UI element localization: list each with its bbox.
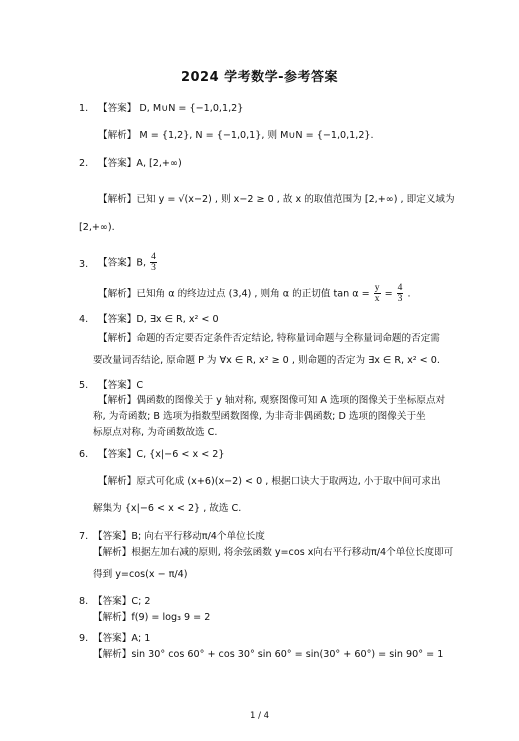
item-5-number: 5. — [79, 380, 89, 391]
item-2-number: 2. — [79, 158, 89, 169]
item-7-answer: 【答案】B; 向右平行移动π/4个单位长度 — [93, 531, 265, 542]
item-2-analysis-line1: 【解析】已知 y = √(x−2) , 则 x−2 ≥ 0 , 故 x 的取值范围为 [2,+∞) , 即定义域为 — [98, 194, 455, 205]
item-5-analysis-line3: 标原点对称, 为奇函数故选 C. — [93, 427, 218, 438]
item-3-value-fraction: $\frac{4}{3}$ — [397, 283, 403, 304]
item-1-number: 1. — [79, 103, 89, 114]
item-2-answer: 【答案】A, [2,+∞) — [98, 158, 182, 169]
item-3-number: 3. — [79, 259, 89, 270]
item-3-analysis: 【解析】已知角 α 的终边过点 (3,4) , 则角 α 的正切值 tan α = $\frac{y}{x}$ = $\frac{4}{3}$ . — [98, 283, 411, 304]
item-8-number: 8. — [79, 596, 89, 607]
item-9-analysis: 【解析】sin 30° cos 60° + cos 30° sin 60° = sin(30° + 60°) = sin 90° = 1 — [93, 649, 444, 660]
page-title: 2024 学考数学-参考答案 — [180, 70, 339, 85]
item-8-analysis: 【解析】f(9) = log₃ 9 = 2 — [93, 612, 211, 623]
item-9-number: 9. — [79, 633, 89, 644]
item-5-analysis-line1: 【解析】偶函数的图像关于 y 轴对称, 观察图像可知 A 选项的图像关于坐标原点对 — [98, 395, 446, 406]
item-3-tan-fraction: $\frac{y}{x}$ — [374, 283, 380, 304]
item-7-analysis-line1: 【解析】根据左加右减的原则, 将余弦函数 y=cos x向右平行移动π/4个单位长度即可 — [93, 547, 454, 558]
item-4-answer: 【答案】D, ∃x ∈ R, x² < 0 — [98, 314, 219, 325]
item-5-answer: 【答案】C — [98, 380, 144, 391]
item-6-answer: 【答案】C, {x|−6 < x < 2} — [98, 449, 225, 460]
item-3-answer: 【答案】B, $\frac{4}{3}$ — [98, 252, 156, 273]
item-7-number: 7. — [79, 531, 89, 542]
item-8-answer: 【答案】C; 2 — [93, 596, 151, 607]
page-number: 1 / 4 — [249, 711, 270, 721]
item-3-answer-fraction: $\frac{4}{3}$ — [151, 252, 156, 273]
item-1-analysis: 【解析】 M = {1,2}, N = {−1,0,1}, 则 M∪N = {−1,0,1,2}. — [98, 130, 374, 141]
item-6-number: 6. — [79, 449, 89, 460]
item-2-analysis-line2: [2,+∞). — [79, 222, 115, 233]
item-6-analysis-line1: 【解析】原式可化成 (x+6)(x−2) < 0 , 根据口诀大于取两边, 小于取中间可求出 — [98, 476, 441, 487]
item-7-analysis-line2: 得到 y=cos(x − π/4) — [93, 569, 188, 580]
item-6-analysis-line2: 解集为 {x|−6 < x < 2} , 故选 C. — [93, 503, 242, 514]
item-1-answer: 【答案】 D, M∪N = {−1,0,1,2} — [98, 103, 244, 114]
item-5-analysis-line2: 称, 为奇函数; B 选项为指数型函数图像, 为非奇非偶函数; D 选项的图像关于坐 — [93, 411, 426, 422]
item-4-number: 4. — [79, 314, 89, 325]
item-4-analysis-line1: 【解析】命题的否定要否定条件否定结论, 特称量词命题与全称量词命题的否定需 — [98, 333, 440, 344]
item-9-answer: 【答案】A; 1 — [93, 633, 151, 644]
item-4-analysis-line2: 要改量词否结论, 原命题 P 为 ∀x ∈ R, x² ≥ 0 , 则命题的否定为 ∃x ∈ R, x² < 0. — [93, 355, 440, 366]
